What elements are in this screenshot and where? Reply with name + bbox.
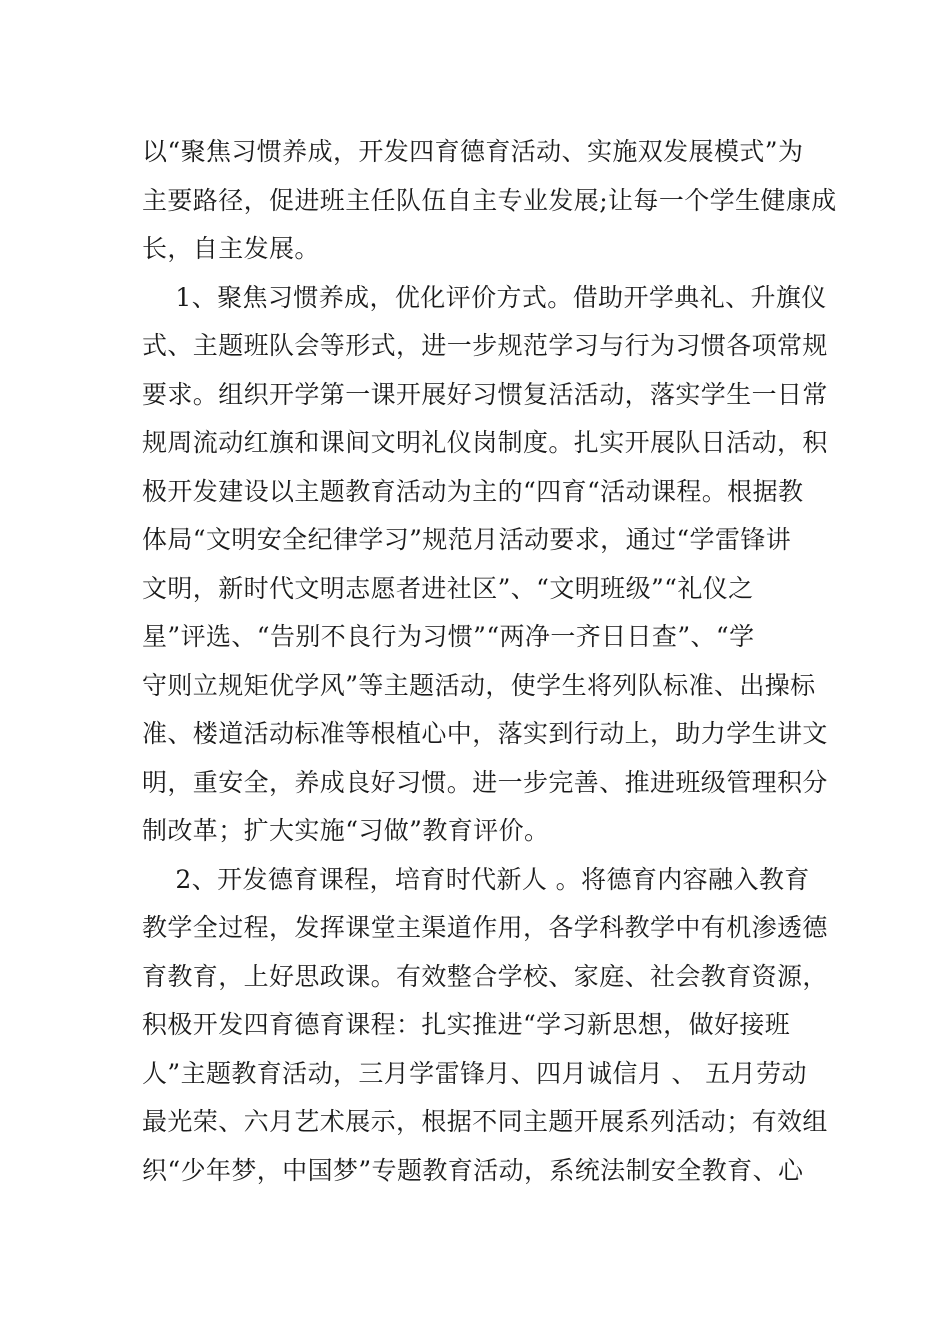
text-line: 制改革；扩大实施“习做”教育评价。 [142,816,550,845]
text-line: 星”评选、“告别不良行为习惯”“两净一齐日日查”、“学 [142,622,755,651]
text-line: 文明，新时代文明志愿者进社区”、“文明班级”“礼仪之 [142,573,754,603]
text-line: 守则立规矩优学风”等主题活动，使学生将列队标准、出操标 [142,670,816,700]
text-line: 准、楼道活动标准等根植心中，落实到行动上，助力学生讲文 [142,719,828,748]
text-line: 体局“文明安全纪律学习”规范月活动要求，通过“学雷锋讲 [142,525,792,554]
text-line: 织“少年梦，中国梦”专题教育活动，系统法制安全教育、心 [142,1155,804,1185]
text-line: 式、主题班队会等形式，进一步规范学习与行为习惯各项常规 [142,331,828,360]
text-line: 明，重安全，养成良好习惯。进一步完善、推进班级管理积分 [142,767,828,797]
text-line: 育教育，上好思政课。有效整合学校、家庭、社会教育资源， [142,961,828,991]
text-line: 极开发建设以主题教育活动为主的“四育“活动课程。根据教 [142,476,804,506]
text-line: 要求。组织开学第一课开展好习惯复活活动，落实学生一日常 [142,379,828,409]
text-line: 长，自主发展。 [142,234,320,263]
text-line: 积极开发四育德育课程：扎实推进“学习新思想，做好接班 [142,1010,791,1039]
text-line: 人”主题教育活动，三月学雷锋月、四月诚信月 、 五月劳动 [142,1058,807,1088]
text-line: 教学全过程，发挥课堂主渠道作用，各学科教学中有机渗透德 [142,913,828,942]
text-line: 以“聚焦习惯养成，开发四育德育活动、实施双发展模式”为 [142,137,804,166]
text-line: 1、聚焦习惯养成，优化评价方式。借助开学典礼、升旗仪 [142,282,827,312]
text-line: 主要路径，促进班主任队伍自主专业发展;让每一个学生健康成 [142,185,837,215]
body-text [142,128,837,1195]
text-line: 规周流动红旗和课间文明礼仪岗制度。扎实开展队日活动，积 [142,428,828,457]
text-line: 最光荣、六月艺术展示，根据不同主题开展系列活动；有效组 [142,1107,828,1136]
text-line: 2、开发德育课程，培育时代新人 。将德育内容融入教育 [142,864,810,894]
